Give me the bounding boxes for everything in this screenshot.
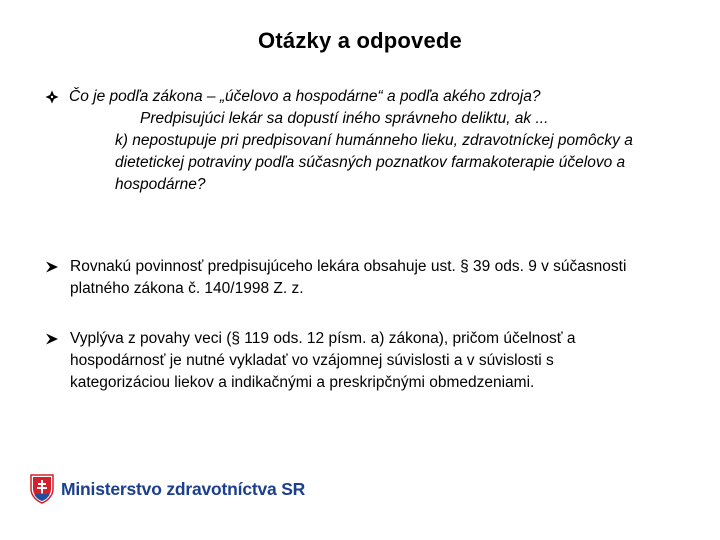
bullet-2-cont: hospodárnosť je nutné vykladať vo vzájomnej súvislosti a v súvislosti s xyxy=(70,352,554,369)
bullet-2-line xyxy=(45,328,695,350)
bullet-2-end: kategorizáciou liekov a indikačnými a preskripčnými obmedzeniami. xyxy=(70,374,535,391)
bullet-2 xyxy=(45,328,695,394)
question-block xyxy=(45,86,685,196)
diamond-bullet-icon xyxy=(45,90,59,104)
question-item-k-cont: dietetickej potraviny podľa súčasných poznatkov farmakoterapie účelovo a xyxy=(115,154,626,171)
bullet-2-text: Vyplýva z povahy veci (§ 119 ods. 12 písm. a) zákona), pričom účelnosť a xyxy=(70,330,576,347)
page-title: Otázky a odpovede xyxy=(258,28,462,53)
question-item-k-end: hospodárne? xyxy=(115,176,206,193)
ministry-logo xyxy=(30,474,305,504)
arrow-bullet-icon xyxy=(45,260,59,274)
bullet-1-text: Rovnakú povinnosť predpisujúceho lekára obsahuje ust. § 39 ods. 9 v súčasnosti xyxy=(70,258,627,275)
question-subline: Predpisujúci lekár sa dopustí iného správneho deliktu, ak ... xyxy=(140,110,549,127)
slovak-shield-icon xyxy=(30,474,54,504)
bullet-1-cont: platného zákona č. 140/1998 Z. z. xyxy=(70,280,304,297)
question-item-k: k) nepostupuje pri predpisovaní humánneho lieku, zdravotníckej pomôcky a xyxy=(115,132,633,149)
bullet-1-line xyxy=(45,256,695,278)
question-line xyxy=(45,86,685,108)
arrow-bullet-icon xyxy=(45,332,59,346)
bullet-1 xyxy=(45,256,695,300)
question-text: Čo je podľa zákona – „účelovo a hospodárne“ a podľa akého zdroja? xyxy=(69,88,541,105)
ministry-name: Ministerstvo zdravotníctva SR xyxy=(61,478,306,499)
